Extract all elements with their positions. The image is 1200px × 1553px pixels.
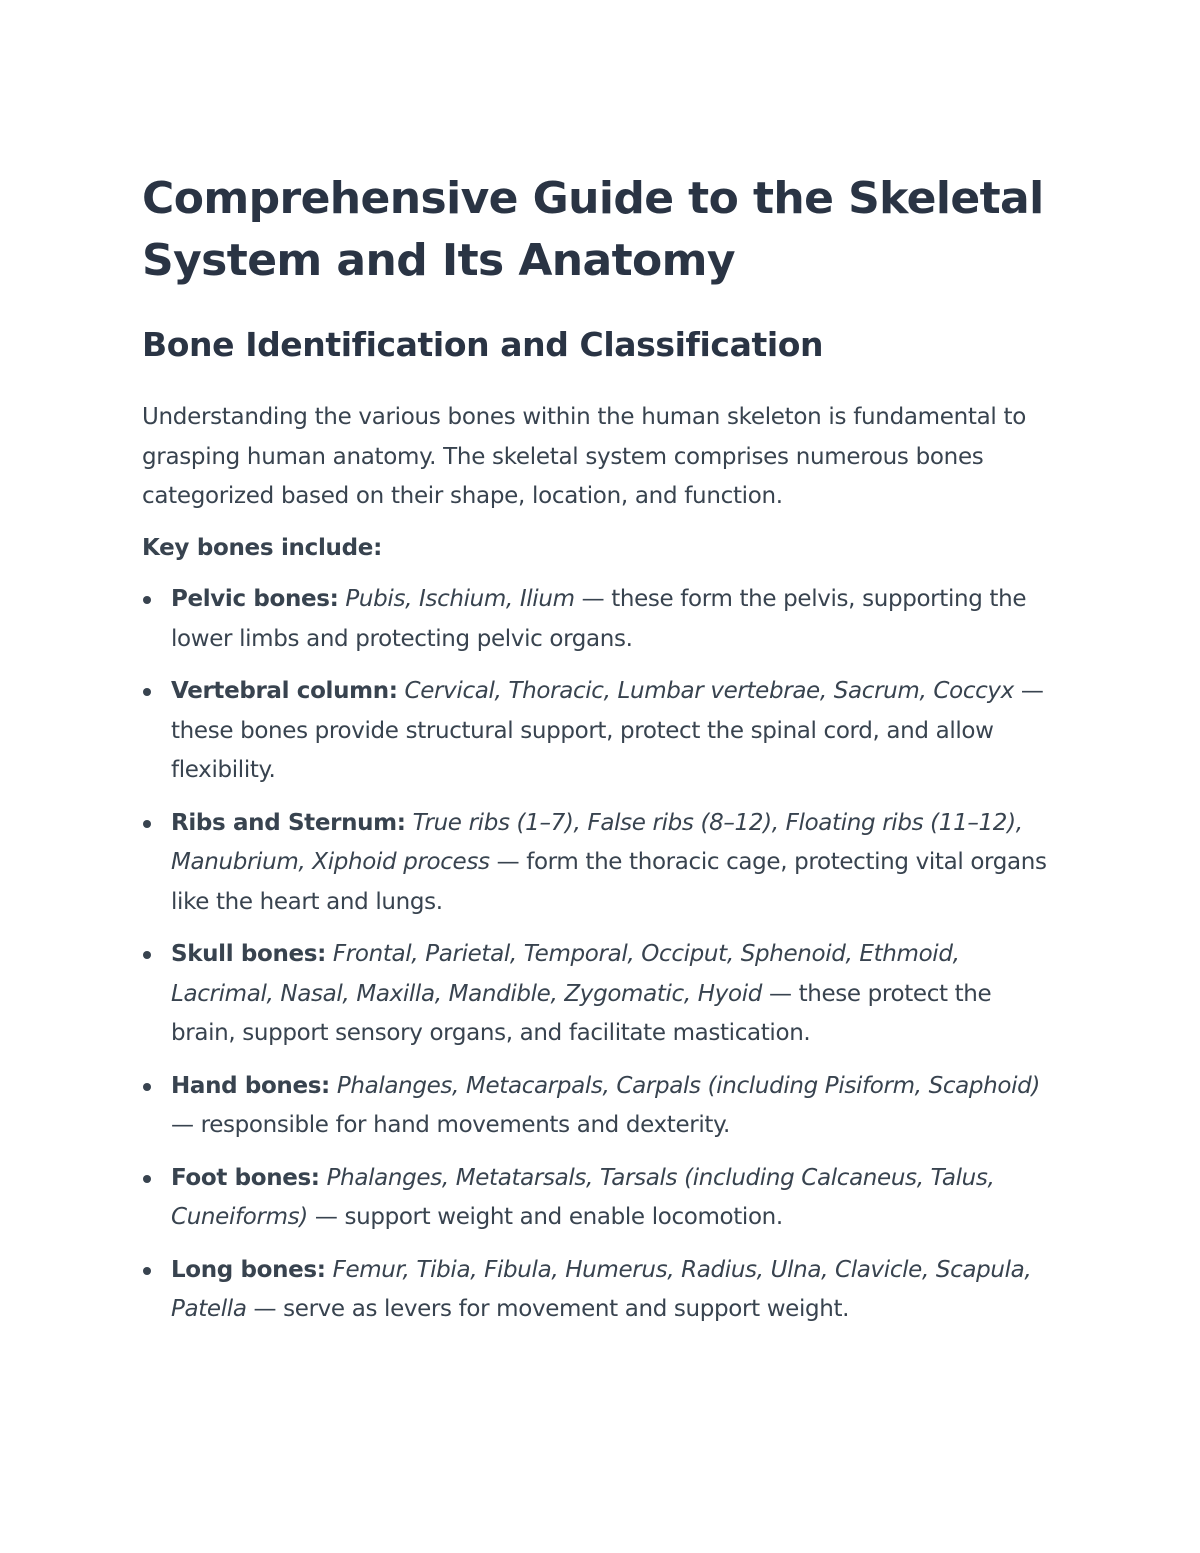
page-title: Comprehensive Guide to the Skeletal System and Its Anatomy [142, 173, 1044, 286]
item-term: Vertebral column: [171, 678, 398, 704]
item-description: — these form the pelvis, supporting the lower limbs and protecting pelvic organs. [171, 586, 1027, 652]
list-item-foot-bones [142, 1159, 1062, 1238]
item-examples: Phalanges, Metacarpals, Carpals (including Pisiform, Scaphoid) [336, 1072, 1040, 1099]
list-item-ribs-and-sternum [142, 804, 1062, 923]
item-examples: Cervical, Thoracic, Lumbar vertebrae, Sacrum, Coccyx [404, 678, 1014, 704]
item-description: — these bones provide structural support, protect the spinal cord, and allow flexibility. [171, 678, 1044, 783]
item-description: — support weight and enable locomotion. [307, 1204, 783, 1230]
item-term: Pelvic bones: [171, 586, 339, 612]
item-term: Skull bones: [171, 941, 326, 967]
item-description: — these protect the brain, support sensory organs, and facilitate mastication. [171, 980, 992, 1046]
item-examples: Frontal, Parietal, Temporal, Occiput, Sphenoid, Ethmoid, Lacrimal, Nasal, Maxilla, Mandible, Zygomatic, Hyoid [171, 941, 960, 1007]
list-item-pelvic-bones [142, 580, 1062, 659]
item-examples: Pubis, Ischium, Ilium [345, 586, 575, 612]
list-item-long-bones [142, 1251, 1062, 1330]
bullet-icon [143, 596, 151, 604]
bullet-icon [143, 1175, 151, 1183]
bullet-icon [143, 688, 151, 696]
item-examples: True ribs (1–7), False ribs (8–12), Floating ribs (11–12), Manubrium, Xiphoid process [171, 809, 1023, 875]
item-description: — serve as levers for movement and support weight. [246, 1296, 850, 1322]
bone-list [142, 580, 1062, 1330]
bullet-icon [143, 951, 151, 959]
item-examples: Femur, Tibia, Fibula, Humerus, Radius, Ulna, Clavicle, Scapula, Patella [171, 1256, 1032, 1322]
bullet-icon [143, 820, 151, 828]
item-term: Long bones: [171, 1256, 326, 1283]
item-term: Ribs and Sternum: [171, 809, 406, 836]
list-item-hand-bones [142, 1067, 1062, 1146]
item-description: — responsible for hand movements and dexterity. [171, 1112, 731, 1138]
key-bones-label: Key bones include: [142, 534, 382, 561]
list-item-skull-bones [142, 935, 1062, 1054]
bullet-icon [143, 1083, 151, 1091]
list-item-vertebral-column [142, 672, 1062, 791]
item-examples: Phalanges, Metatarsals, Tarsals (including Calcaneus, Talus, Cuneiforms) [171, 1164, 995, 1230]
item-term: Hand bones: [171, 1072, 330, 1099]
intro-paragraph: Understanding the various bones within the human skeleton is fundamental to grasping human anatomy. The skeletal system comprises numerous bones categorized based on their shape, location, and function. [142, 404, 1027, 509]
section-heading: Bone Identification and Classification [142, 325, 824, 364]
item-description: — form the thoracic cage, protecting vital organs like the heart and lungs. [171, 849, 1047, 915]
document-page [142, 168, 1062, 1343]
item-term: Foot bones: [171, 1164, 320, 1191]
bullet-icon [143, 1267, 151, 1275]
